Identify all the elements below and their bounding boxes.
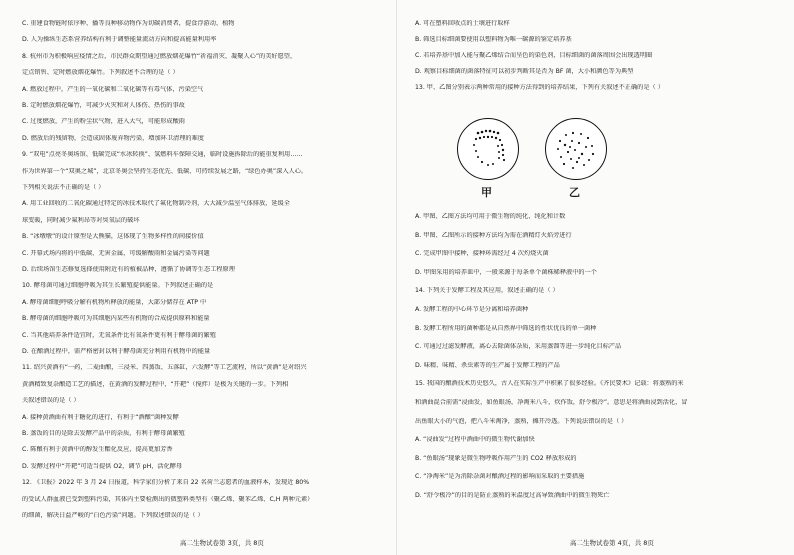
left-page-text-line: C. 开幕式场内将的中低碳、无害金属，可缓解酸雨和金属污染等问题 (22, 249, 210, 257)
left-page-text-line: D. 燃放后的残留物，会造成固体废弃物污染，增加环卫清理的难度 (22, 134, 204, 142)
left-page-text-line: 下列相关说法不正确的是（ ） (22, 184, 105, 191)
right-page-text-line: A. 可在塑料回收点的土壤进行取样 (415, 20, 510, 27)
left-page-text-line: A. 用工业回收的二氧化碳通过特定的冰技术取代了氟化物制冷剂，大大减少温室气体排放，延缓全 (22, 200, 290, 208)
page-fold-line (396, 0, 397, 555)
right-page-text-line: A. 发酵工程的中心环节是分离和培养菌种 (415, 306, 529, 313)
right-page-text-line: 14. 下列关于发酵工程及其应用，叙述正确的是（ ） (415, 287, 559, 295)
right-page-text-line: B. 发酵工程所用的菌种都是从自然界中筛选的性状优良的单一菌种 (415, 324, 597, 332)
right-page-text-line: 13. 甲、乙图分别表示两种常用的接种方法得到的培养结果，下列有关叙述不正确的是（ ） (415, 84, 664, 91)
left-page-text-line: B. “冰墩墩”的设计原型是大熊猫，这体现了生物多样性的间接价值 (22, 233, 204, 241)
right-page-text-line: D. 甲图采用的培养皿中，一般来源于每条单个菌株稀释液中的一个 (415, 268, 597, 276)
left-page-text-line: 定点销售、定时燃放烟花爆竹。下列叙述不合理的是（ ） (22, 69, 179, 77)
right-page-text-line: C. 完成甲图中接种，接种环需经过 4 次灼烧灭菌 (415, 250, 549, 258)
left-page-text-line: 作为世界第一个“双奥之城”，北京冬奥会坚持生态优先、低碳、可持续发展之路，“绿色办奥”深入人心。 (22, 167, 308, 175)
petri-dish-streak-plate (457, 118, 519, 180)
right-page-text-line: A. “浸曲发”过程中酒曲中的微生物代谢加快 (415, 436, 535, 444)
left-page (22, 0, 394, 555)
right-page-text-line: D. 观察目标细菌的菌落特征可以初步判断其是否为 BF 菌，大小和颜色等为典型 (415, 68, 634, 75)
left-page-text-line: C. 当其他培养条件适宜时，无氧条件比有氧条件更有利于酵母菌的繁殖 (22, 331, 216, 339)
left-page-footer: 高二生物试卷第 3页，共 8页 (180, 539, 264, 547)
left-page-text-line: B. 蒸饭的目的是除去发酵产品中的杂质，有利于酵母菌繁殖 (22, 430, 185, 437)
right-page-text-line: A. 甲图、乙图方法均可用于微生物的纯化、纯化和计数 (415, 213, 566, 220)
right-page-text-line: B. “鱼眼汤”现象是微生物呼吸作用产生的 CO2 释放形成的 (415, 454, 577, 462)
left-page-text-line: 9. “双电”点亮冬奥场馆、低碳完成“水冰转换”、氢燃料车保障交通，临时设施拆除后的能重复利用…… (22, 151, 303, 159)
plate-label-jia: 甲 (481, 186, 492, 199)
right-page-text-line: B. 甲图、乙图所示的接种方法均为需在酒精灯火焰旁进行 (415, 231, 572, 239)
left-page-text-line: A. 接种黄酒曲有利于糖化的进行，有利于“酒酿”菌种发酵 (22, 413, 179, 421)
left-page-text-line: 的受试人群血液已受到塑料污染，其体内主要检测出的微塑料类型有（聚乙烯、聚苯乙烯、C,H 两种元素） (22, 495, 314, 503)
left-page-text-line: C. 过度燃放，产生的粉尘状气物，进入大气，可能形成酸雨 (22, 118, 185, 126)
right-page-text-line: C. 若培养基中加入能与聚乙烯结合而呈色的染色剂，目标细菌的菌落周围会出现透明圈 (415, 52, 653, 59)
left-page-text-line: 黄酒精致复杂酿造工艺的描述，在黄酒的发酵过程中，“开耙”（搅拌）是极为关键的一步。下列相 (22, 380, 289, 388)
left-page-text-line: 的细菌，解决日益严峻的“白色污染”问题。下列叙述错误的是（ ） (22, 512, 204, 519)
left-page-text-line: D. 在酿酒过程中，需严格密封以利于酵母菌充分利用有机物中的能量 (22, 348, 211, 355)
left-page-text-line: 11. 绍兴黄酒有“一药，二麦曲酿，三浸米、四蒸饭、五落缸，六发酵”等工艺流程，所以“黄酒”是对绍兴 (22, 364, 307, 372)
left-page-text-line: D. 后续场馆生态修复选择使用附近有的植被品种，遵循了协调等生态工程原理 (22, 266, 235, 273)
left-page-text-line: D. 人为操纵生态系营养结构有利于调整能量流动方向和提高能量利用率 (22, 36, 217, 44)
right-page-text-line: 15. 我国的酿酒技术历史悠久，古人在实际生产中积累了很多经验。《齐民要术》记载：将蒸熟的米 (415, 380, 684, 388)
right-page-footer: 高二生物试卷第 4页，共 8页 (570, 539, 654, 547)
right-page (415, 0, 787, 555)
left-page-text-line: 10. 酵母菌可通过细胞呼吸为其生长繁殖提供能量。下列叙述正确的是 (22, 282, 214, 290)
streak-pattern-icon (458, 119, 518, 179)
left-page-text-line: B. 定时燃放烟花爆竹，可减少火灾和对人体伤、热伤的事故 (22, 102, 185, 109)
right-page-text-line: B. 筛选目标细菌要使用以塑料物为唯一碳源的鉴定培养基 (415, 36, 572, 43)
right-page-text-line: C. 可通过过滤发酵液，离心去除菌体杂质，采用蒸馏等进一步纯化目标产品 (415, 343, 622, 351)
left-page-text-line: 关叙述错误的是（ ） (22, 397, 80, 405)
left-page-text-line: C. 陈酿有利于黄酒中的醇发生酯化反应，提高更加芳香 (22, 446, 173, 454)
left-page-text-line: 球变暖，同时减少氟利昂等对臭氧层的破坏 (22, 216, 140, 224)
left-page-text-line: D. 发酵过程中“开耙”可适当提供 O2，调节 pH，活化酵母 (22, 462, 183, 470)
right-page-text-line: 和酒曲混合前需“浸曲发，如鱼眼汤，净淘米八斗，炊作饭，舒令极冷”。意思是将酒曲浸到活化，冒 (415, 399, 688, 406)
right-page-text-line: D. “舒令极冷”的目的是防止蒸熟的米温度过高导致酒曲中的微生物死亡 (415, 492, 610, 499)
plate-label-yi: 乙 (569, 186, 580, 199)
right-page-text-line: C. “净淘米”是为消除杂菌对酿酒过程的影响而采取的主要措施 (415, 473, 585, 481)
left-page-text-line: A. 酵母菌细胞呼吸分解有机物所释放的能量，大部分储存在 ATP 中 (22, 298, 207, 306)
petri-dish-spread-plate (545, 118, 607, 180)
left-page-text-line: B. 酵母菌的细胞呼吸可为其细胞内某些有机物的合成提供原料和能量 (22, 315, 210, 323)
right-page-text-line: D. 味精、味精、杀虫素等的生产属于发酵工程的产品 (415, 361, 560, 369)
left-page-text-line: A. 燃放过程中，产生的一氧化碳和二氧化碳等有毒气体，污染空气 (22, 85, 204, 93)
left-page-text-line: C. 重建食物链时依序种、播等良种移动物作为切碳消费者，提食浮游动、植物 (22, 20, 235, 27)
spread-colonies-icon (546, 119, 606, 179)
left-page-text-line: 12. 《卫报》2022 年 3 月 24 日报道，科学家们分析了来自 22 名荷兰志愿者的血液样本，发现近 80% (22, 479, 310, 487)
left-page-text-line: 8. 杭州市为积极响应疫情之后，市民群众期望通过燃放烟花爆竹“祈福消灾、凝聚人心”的美好愿望， (22, 52, 297, 60)
right-page-text-line: 出鱼眼大小的气泡，把八斗米淘净，蒸熟，摊开冷透。下列说法错误的是（ ） (415, 417, 628, 425)
